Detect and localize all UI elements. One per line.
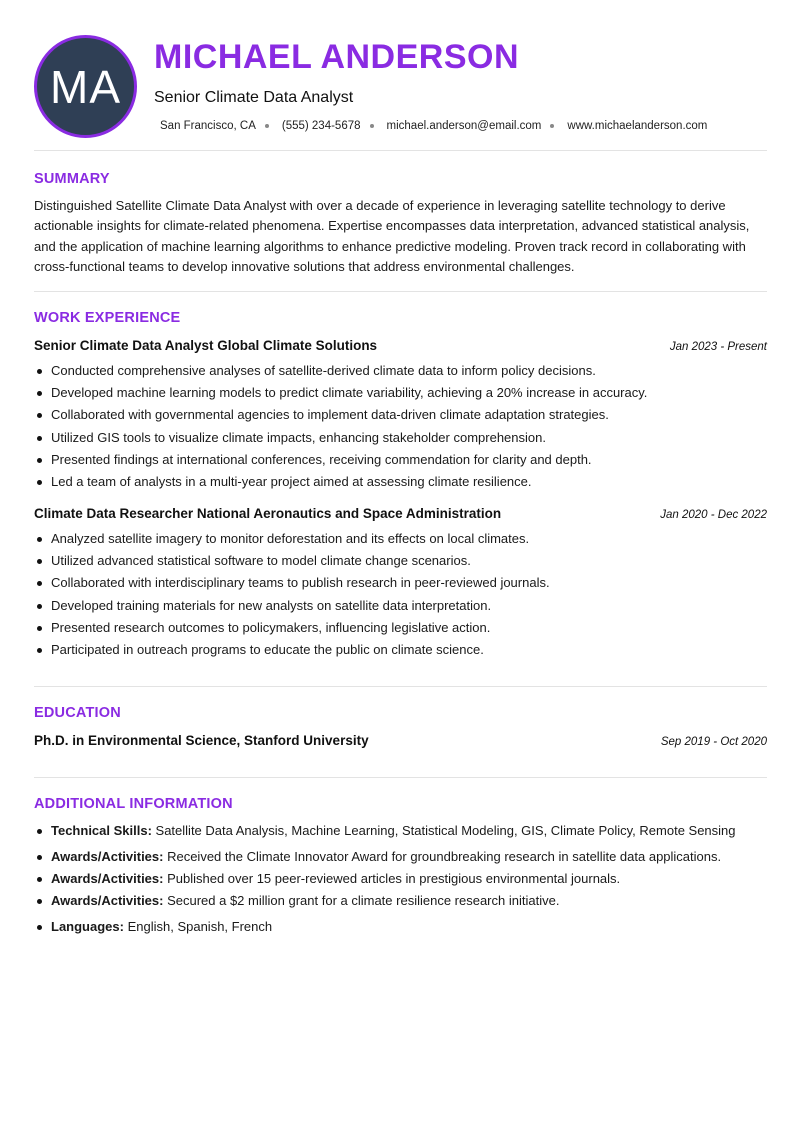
contact-email[interactable]: michael.anderson@email.com bbox=[386, 120, 542, 132]
list-item: Collaborated with governmental agencies to implement data-driven climate adaptation strategies. bbox=[34, 404, 769, 426]
list-item: Presented findings at international conferences, receiving commendation for clarity and depth. bbox=[34, 449, 769, 471]
education-dates: Sep 2019 - Oct 2020 bbox=[660, 736, 767, 748]
info-label: Awards/Activities: bbox=[51, 849, 164, 864]
divider bbox=[34, 777, 767, 778]
divider bbox=[34, 291, 767, 292]
info-text: English, Spanish, French bbox=[123, 919, 273, 934]
job-title: Climate Data Researcher National Aeronautics and Space Administration bbox=[34, 506, 502, 521]
list-item: Developed training materials for new analysts on satellite data interpretation. bbox=[34, 595, 769, 617]
job-bullets bbox=[34, 528, 769, 661]
contact-location: San Francisco, CA bbox=[160, 120, 256, 132]
separator-dot-icon bbox=[370, 124, 374, 128]
info-text: Secured a $2 million grant for a climate resilience research initiative. bbox=[163, 893, 560, 908]
summary-heading: SUMMARY bbox=[34, 171, 110, 187]
additional-info-heading: ADDITIONAL INFORMATION bbox=[34, 796, 233, 812]
list-item: Developed machine learning models to predict climate variability, achieving a 20% increase in accuracy. bbox=[34, 382, 769, 404]
education-entry bbox=[34, 733, 767, 748]
list-item: Led a team of analysts in a multi-year project aimed at assessing climate resilience. bbox=[34, 471, 769, 493]
separator-dot-icon bbox=[265, 124, 269, 128]
job-dates: Jan 2023 - Present bbox=[669, 341, 767, 353]
additional-info-list bbox=[34, 820, 769, 938]
list-item: Collaborated with interdisciplinary teams to publish research in peer-reviewed journals. bbox=[34, 572, 769, 594]
info-label: Awards/Activities: bbox=[51, 893, 164, 908]
list-item bbox=[34, 820, 769, 842]
list-item bbox=[34, 846, 769, 868]
contact-website[interactable]: www.michaelanderson.com bbox=[567, 120, 708, 132]
avatar-initials: MA bbox=[50, 60, 121, 113]
job-header bbox=[34, 506, 767, 521]
contact-phone: (555) 234-5678 bbox=[281, 120, 361, 132]
divider bbox=[34, 686, 767, 687]
job-bullets bbox=[34, 360, 769, 493]
education-degree: Ph.D. in Environmental Science, Stanford University bbox=[34, 733, 369, 748]
candidate-role: Senior Climate Data Analyst bbox=[154, 89, 354, 106]
info-label: Languages: bbox=[51, 919, 124, 934]
list-item: Presented research outcomes to policymakers, influencing legislative action. bbox=[34, 617, 769, 639]
info-text: Received the Climate Innovator Award for groundbreaking research in satellite data applications. bbox=[163, 849, 722, 864]
info-label: Technical Skills: bbox=[51, 823, 152, 838]
contact-bar bbox=[160, 120, 707, 132]
list-item bbox=[34, 916, 769, 938]
list-item bbox=[34, 868, 769, 890]
info-label: Awards/Activities: bbox=[51, 871, 164, 886]
info-text: Satellite Data Analysis, Machine Learning, Statistical Modeling, GIS, Climate Policy, Remote Sensing bbox=[151, 823, 736, 838]
info-text: Published over 15 peer-reviewed articles in prestigious environmental journals. bbox=[163, 871, 621, 886]
list-item: Utilized GIS tools to visualize climate impacts, enhancing stakeholder comprehension. bbox=[34, 427, 769, 449]
separator-dot-icon bbox=[550, 124, 554, 128]
list-item bbox=[34, 890, 769, 912]
list-item: Utilized advanced statistical software to model climate change scenarios. bbox=[34, 550, 769, 572]
candidate-name: MICHAEL ANDERSON bbox=[154, 38, 520, 76]
work-experience-heading: WORK EXPERIENCE bbox=[34, 310, 181, 326]
list-item: Participated in outreach programs to educate the public on climate science. bbox=[34, 639, 769, 661]
job-dates: Jan 2020 - Dec 2022 bbox=[660, 509, 767, 521]
divider bbox=[34, 150, 767, 151]
list-item: Analyzed satellite imagery to monitor deforestation and its effects on local climates. bbox=[34, 528, 769, 550]
avatar bbox=[34, 35, 137, 138]
job-title: Senior Climate Data Analyst Global Climate Solutions bbox=[34, 338, 378, 353]
job-header bbox=[34, 338, 767, 353]
summary-text: Distinguished Satellite Climate Data Analyst with over a decade of experience in leveraging satellite technology to derive actionable insights for climate-related phenomena. Expertise encompasses data interpretation, advanced statistical analysis, and the application of machine learning algorithms to enhance predictive modeling. Proven track record in collaborating with cross-functional teams to develop innovative solutions that address environmental challenges. bbox=[34, 198, 750, 275]
education-heading: EDUCATION bbox=[34, 705, 121, 721]
list-item: Conducted comprehensive analyses of satellite-derived climate data to inform policy decisions. bbox=[34, 360, 769, 382]
